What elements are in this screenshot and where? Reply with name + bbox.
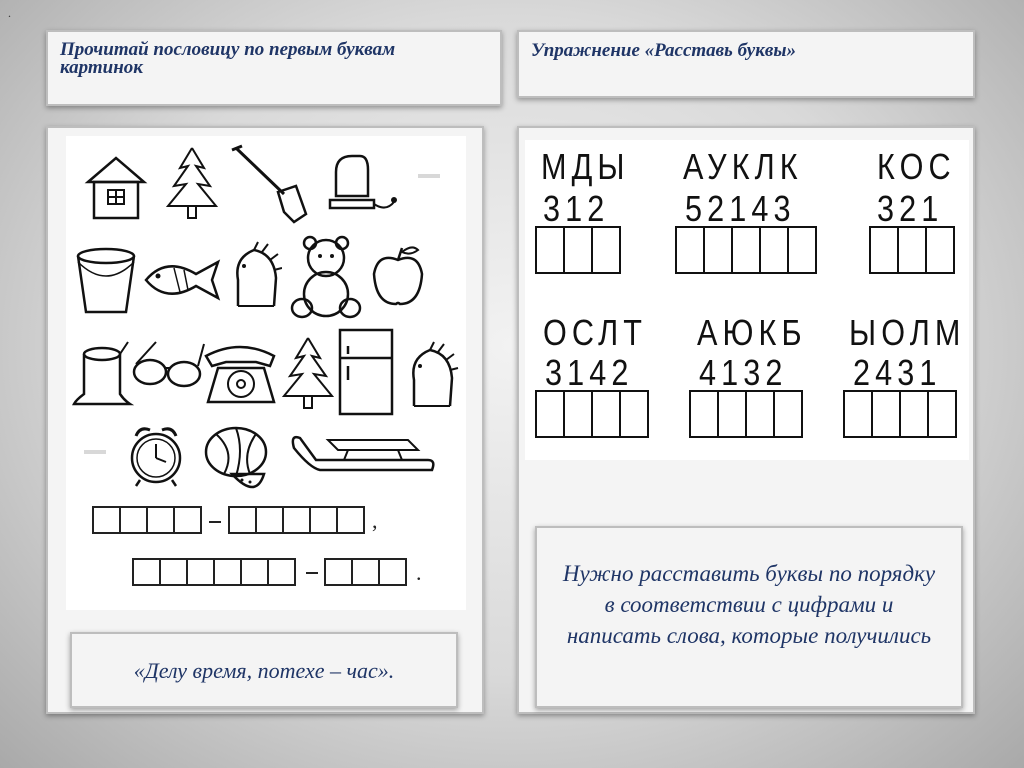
- iron-icon: [324, 150, 404, 226]
- fridge-icon: [336, 326, 396, 418]
- fish-icon: [140, 254, 224, 304]
- answer-word-1[interactable]: [92, 506, 202, 534]
- exercise-4-digits: 3142: [545, 352, 634, 393]
- exercise-5-digits: 4132: [699, 352, 788, 393]
- exercise-5-answer[interactable]: [689, 390, 803, 438]
- scan-mark: [418, 174, 440, 178]
- glasses-icon: [128, 338, 208, 394]
- answer-word-2[interactable]: [228, 506, 365, 534]
- exercise-2-digits: 52143: [685, 188, 796, 229]
- corner-dot: .: [8, 6, 11, 20]
- instruction-card: [535, 526, 963, 708]
- answer-word-3[interactable]: [132, 558, 296, 586]
- exercise-1-answer[interactable]: [535, 226, 621, 274]
- left-title: Прочитай пословицу по первым буквам картинок: [60, 39, 396, 78]
- sled-icon: [288, 430, 438, 480]
- exercise-4-answer[interactable]: [535, 390, 649, 438]
- watermelon-icon: [202, 422, 272, 504]
- apple-icon: [368, 244, 428, 310]
- right-title-card: [517, 30, 975, 98]
- letters-exercise-sheet: [525, 140, 969, 460]
- proverb-text: «Делу время, потехе – час».: [133, 658, 395, 683]
- stump-icon: [72, 338, 134, 408]
- exercise-3-answer[interactable]: [869, 226, 955, 274]
- scan-mark: [84, 450, 106, 454]
- exercise-5-letters: АЮКБ: [697, 312, 807, 353]
- exercise-3-letters: КОС: [877, 146, 956, 187]
- exercise-2-answer[interactable]: [675, 226, 817, 274]
- answer-period: .: [416, 560, 422, 585]
- left-title-card: [46, 30, 502, 106]
- answer-word-4[interactable]: [324, 558, 407, 586]
- answer-dash: [209, 521, 221, 523]
- alarm-clock-icon: [124, 422, 188, 490]
- answer-comma: ,: [372, 508, 378, 533]
- exercise-4-letters: ОСЛТ: [543, 312, 648, 353]
- instruction-text: Нужно расставить буквы по порядку в соответствии с цифрами и написать слова, которые получились: [562, 561, 936, 648]
- letters-exercise-card: [517, 126, 975, 714]
- exercise-1-letters: МДЫ: [541, 146, 630, 187]
- exercise-1-digits: 312: [543, 188, 610, 229]
- hedgehog-icon: [224, 240, 282, 312]
- exercise-2-letters: АУКЛК: [683, 146, 803, 187]
- exercise-6-answer[interactable]: [843, 390, 957, 438]
- hedgehog-icon: [400, 340, 462, 412]
- fir-tree-icon: [162, 144, 222, 224]
- right-title: Упражнение «Расставь буквы»: [531, 40, 797, 61]
- picture-puzzle-card: [46, 126, 484, 714]
- teddy-bear-icon: [286, 234, 366, 320]
- telephone-icon: [200, 336, 282, 412]
- picture-puzzle-sheet: [66, 136, 466, 610]
- shovel-icon: [224, 142, 314, 226]
- proverb-card: [70, 632, 458, 708]
- answer-dash: [306, 572, 318, 574]
- fir-tree-icon: [278, 334, 338, 414]
- exercise-6-digits: 2431: [853, 352, 942, 393]
- house-icon: [84, 152, 148, 222]
- bucket-icon: [72, 242, 142, 318]
- exercise-3-digits: 321: [877, 188, 944, 229]
- exercise-6-letters: ЫОЛМ: [849, 312, 966, 353]
